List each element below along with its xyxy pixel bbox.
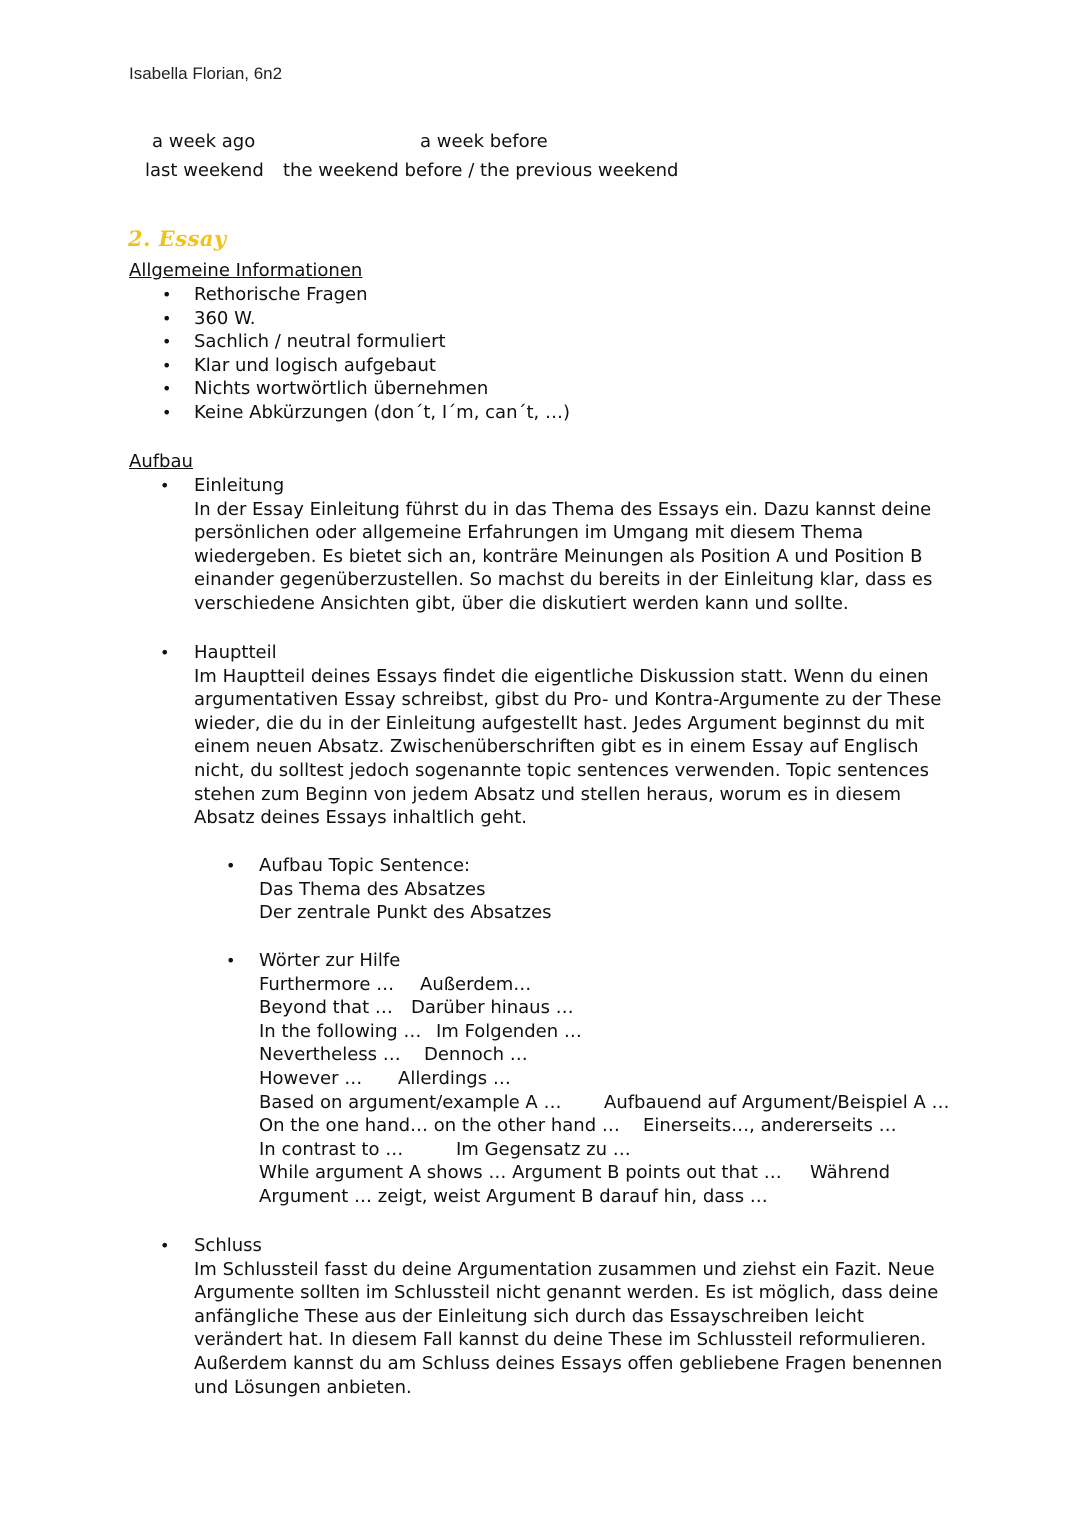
general-item: • Keine Abkürzungen (don´t, I´m, can´t, …) <box>194 401 570 425</box>
helper-en: While argument A shows … Argument B points out that … <box>259 1162 782 1184</box>
helper-de: Allerdings … <box>398 1067 511 1089</box>
helper-de: Darüber hinaus … <box>411 997 574 1019</box>
topic-sentence-block <box>226 854 552 925</box>
helper-de: Während <box>810 1162 890 1184</box>
helper-de: Einerseits…, andererseits … <box>643 1115 897 1137</box>
section-title: 2. Essay <box>128 226 227 251</box>
helper-pair <box>259 1161 949 1185</box>
time-direct-1: a week ago <box>152 131 256 152</box>
intro-block <box>160 474 954 616</box>
helper-de: Im Gegensatz zu … <box>456 1138 631 1160</box>
topic-sentence-line: Das Thema des Absatzes <box>259 878 486 900</box>
general-item: • Klar und logisch aufgebaut <box>194 354 570 378</box>
general-heading: Allgemeine Informationen <box>129 260 363 281</box>
intro-title: Einleitung <box>194 475 285 496</box>
conclusion-block <box>160 1234 954 1399</box>
structure-heading: Aufbau <box>129 451 193 472</box>
helper-pair <box>259 1067 949 1091</box>
helper-words-block <box>226 949 950 1209</box>
general-list <box>194 283 570 424</box>
intro-text: In der Essay Einleitung führst du in das Thema des Essays ein. Dazu kannst deine persönlichen oder allgemeine Erfahrungen im Umgang mit diesem Thema wiedergeben. Es bietet sich an, konträre Meinungen als Position A und Position B einander gegenüberzustellen. So machst du bereits in der Einleitung klar, dass es verschiedene Ansichten gibt, über die diskutiert werden kann und sollte. <box>194 498 933 614</box>
bullet-icon: • <box>160 643 170 662</box>
helper-pair <box>259 1091 949 1115</box>
helper-en: However … <box>259 1067 363 1089</box>
helper-en: Based on argument/example A … <box>259 1091 562 1113</box>
main-block <box>160 641 954 830</box>
helper-en: In the following … <box>259 1020 422 1042</box>
general-item: • 360 W. <box>194 307 570 331</box>
helper-pair <box>259 1138 949 1162</box>
helper-pair <box>259 973 949 997</box>
bullet-icon: • <box>226 951 236 970</box>
helper-pair <box>259 996 949 1020</box>
helper-en: On the one hand… on the other hand … <box>259 1115 620 1137</box>
time-direct-2: last weekend <box>145 160 264 181</box>
general-item: • Nichts wortwörtlich übernehmen <box>194 377 570 401</box>
time-indirect-2: the weekend before / the previous weekend <box>283 160 679 181</box>
helper-words-title: Wörter zur Hilfe <box>259 950 401 971</box>
helper-en: Nevertheless … <box>259 1044 401 1066</box>
helper-en: Furthermore … <box>259 973 395 995</box>
bullet-icon: • <box>160 1236 170 1255</box>
topic-sentence-line: Der zentrale Punkt des Absatzes <box>259 902 552 924</box>
helper-en: Beyond that … <box>259 997 393 1019</box>
general-item: • Sachlich / neutral formuliert <box>194 330 570 354</box>
helper-de: Dennoch … <box>424 1044 528 1066</box>
author-header: Isabella Florian, 6n2 <box>129 64 283 83</box>
bullet-icon: • <box>226 856 236 875</box>
helper-pair <box>259 1114 949 1138</box>
helper-de: Außerdem… <box>420 973 532 995</box>
time-indirect-1: a week before <box>420 131 548 152</box>
helper-pair <box>259 1020 949 1044</box>
general-item: • Rethorische Fragen <box>194 283 570 307</box>
main-text: Im Hauptteil deines Essays findet die eigentliche Diskussion statt. Wenn du einen argumentativen Essay schreibst, gibst du Pro- und Kontra-Argumente zu der These wieder, die du in der Einleitung aufgestellt hast. Jedes Argument beginnst du mit einem neuen Absatz. Zwischenüberschriften gibt es in einem Essay auf Englisch nicht, du solltest jedoch sogenannte topic sentences verwenden. Topic sentences stehen zum Beginn von jedem Absatz und stellen heraus, worum es in diesem Absatz deines Essays inhaltlich geht. <box>194 665 942 829</box>
topic-sentence-title: Aufbau Topic Sentence: <box>259 855 471 876</box>
bullet-icon: • <box>160 476 170 495</box>
helper-pair <box>259 1043 949 1067</box>
main-title: Hauptteil <box>194 642 277 663</box>
conclusion-text: Im Schlussteil fasst du deine Argumentation zusammen und ziehst ein Fazit. Neue Argumente sollten im Schlussteil nicht genannt werden. Es ist möglich, dass deine anfängliche These aus der Einleitung sich durch das Essayschreiben leicht verändert hat. In diesem Fall kannst du deine These im Schlussteil reformulieren. Außerdem kannst du am Schluss deines Essays offen gebliebene Fragen benennen und Lösungen anbieten. <box>194 1258 943 1398</box>
helper-de: Aufbauend auf Argument/Beispiel A … <box>604 1091 950 1113</box>
helper-en: In contrast to … <box>259 1138 404 1160</box>
helper-last-line: Argument … zeigt, weist Argument B darauf hin, dass … <box>259 1185 768 1207</box>
helper-de: Im Folgenden … <box>436 1020 582 1042</box>
conclusion-title: Schluss <box>194 1235 262 1256</box>
